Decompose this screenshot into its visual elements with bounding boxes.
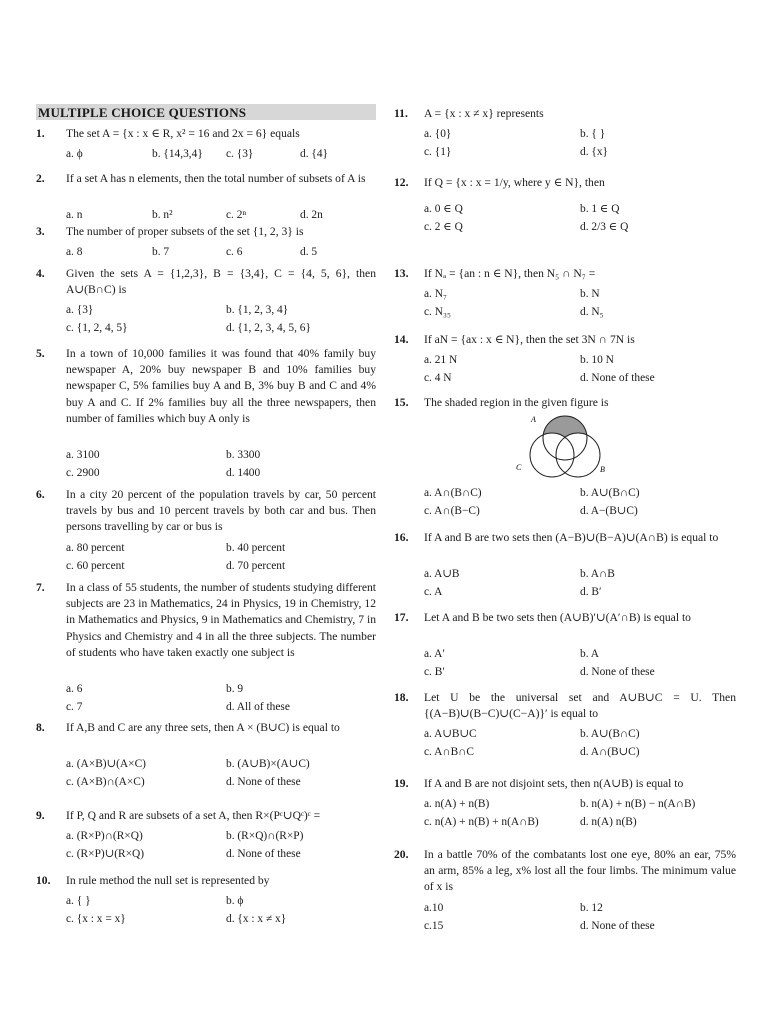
option-d[interactable]: d. 70 percent [226,559,286,572]
option-a[interactable]: a.10 [424,901,444,914]
question-number: 10. [36,874,51,887]
option-a[interactable]: a. {0} [424,128,452,141]
option-a[interactable]: a. A∪B∪C [424,728,477,741]
option-b[interactable]: b. 9 [226,683,244,696]
question-text: If A and B are two sets then (A−B)∪(B−A)∪(A∩B) is equal to [424,531,719,544]
option-b[interactable]: b. n² [152,209,173,222]
question-text: In rule method the null set is represented by [66,874,270,887]
option-a[interactable]: a. {3} [66,304,94,317]
question-text: A = {x : x ≠ x} represents [424,107,544,120]
option-c[interactable]: c. N₃₅ [424,306,451,319]
option-b[interactable]: b. A∪(B∩C) [580,487,640,500]
question-text: If aN = {ax : x ∈ N}, then the set 3N ∩ 7N is [424,333,635,346]
option-c[interactable]: c. (A×B)∩(A×C) [66,776,145,789]
option-d[interactable]: d. A−(B∪C) [580,505,638,518]
question-text: The number of proper subsets of the set {1, 2, 3} is [66,225,304,238]
question-text: If Nₐ = {an : n ∈ N}, then N₅ ∩ N₇ = [424,267,596,280]
option-c[interactable]: c. {x : x = x} [66,913,126,926]
question-text: In a city 20 percent of the population travels by car, 50 percent travels by bus and 10 percent travels by both car and bus. Then persons travelling by car or bus is [66,488,376,534]
question-number: 19. [394,777,409,790]
option-d[interactable]: d. A∩(B∪C) [580,746,640,759]
option-d[interactable]: d. 2n [300,209,323,222]
option-d[interactable]: d. N₅ [580,306,604,319]
question-text: Let A and B be two sets then (A∪B)′∪(A′∩B) is equal to [424,611,691,624]
option-c[interactable]: c. {1, 2, 4, 5} [66,322,128,335]
option-a[interactable]: a. (R×P)∩(R×Q) [66,830,143,843]
option-a[interactable]: a. A∪B [424,568,460,581]
question-text: If P, Q and R are subsets of a set A, then R×(Pᶜ∪Qᶜ)ᶜ = [66,809,321,822]
option-d[interactable]: d. {x} [580,146,609,159]
option-a[interactable]: a. n [66,209,83,222]
venn-label-b: B [600,465,605,474]
option-c[interactable]: c. n(A) + n(B) + n(A∩B) [424,816,539,829]
question-number: 8. [36,721,45,734]
question-number: 7. [36,581,45,594]
question-number: 16. [394,531,409,544]
section-title: MULTIPLE CHOICE QUESTIONS [38,105,247,120]
option-c[interactable]: c. B′ [424,666,445,679]
question-number: 20. [394,848,409,861]
option-d[interactable]: d. {1, 2, 3, 4, 5, 6} [226,322,311,335]
option-c[interactable]: c. 2ⁿ [226,209,247,222]
question-text: Given the sets A = {1,2,3}, B = {3,4}, C = {4, 5, 6}, then A∪(B∩C) is [66,267,376,297]
option-c[interactable]: c. 2 ∈ Q [424,221,463,234]
option-d[interactable]: d. None of these [580,372,655,385]
option-a[interactable]: a. 21 N [424,354,458,367]
option-a[interactable]: a. A′ [424,648,445,661]
option-c[interactable]: c. (R×P)∪(R×Q) [66,848,145,861]
question-number: 15. [394,396,409,409]
option-a[interactable]: a. 3100 [66,449,100,462]
option-c[interactable]: c. A∩B∩C [424,746,474,759]
question-text: The shaded region in the given figure is [424,396,609,409]
question-text: Let U be the universal set and A∪B∪C = U. Then {(A−B)∪(B−C)∪(C−A)}′ is equal to [424,691,736,721]
question-number: 13. [394,267,409,280]
question-text: In a town of 10,000 families it was found that 40% family buy newspaper A, 20% buy newspaper B and 10% families buy newspaper C, 5% families buy A and B, 3% buy B and C and 4% buy A and C. If 2% families buy all the three newspapers, then number of families which buy A only is [66,347,376,425]
option-d[interactable]: d. B′ [580,586,602,599]
option-a[interactable]: a. n(A) + n(B) [424,798,490,811]
option-b[interactable]: b. 3300 [226,449,261,462]
section-header [36,104,376,120]
option-c[interactable]: c.15 [424,919,444,932]
question-number: 3. [36,225,45,238]
option-c[interactable]: c. 60 percent [66,559,125,572]
option-b[interactable]: b. 1 ∈ Q [580,203,620,216]
option-a[interactable]: a. 0 ∈ Q [424,203,463,216]
question-text: In a class of 55 students, the number of students studying different subjects are 23 in Mathematics, 24 in Physics, 19 in Chemistry, 12 in Mathematics and Physics, 9 in Mathematics and Chemistry, 7 in Physics and Chemistry and 4 in all the three subjects. The number of students who have taken exactly one subject is [66,581,376,659]
question-number: 11. [394,107,408,120]
option-d[interactable]: d. All of these [226,701,290,714]
option-b[interactable]: b. ϕ [226,895,244,908]
question-text: If a set A has n elements, then the total number of subsets of A is [66,172,366,185]
option-b[interactable]: b. 10 N [580,354,614,367]
question-number: 17. [394,611,409,624]
option-d[interactable]: d. 2/3 ∈ Q [580,221,629,234]
option-b[interactable]: b. 7 [152,246,170,259]
option-b[interactable]: b. A∪(B∩C) [580,728,640,741]
option-a[interactable]: a. 6 [66,683,83,696]
question-text: In a battle 70% of the combatants lost one eye, 80% an ear, 75% an arm, 85% a leg, x% lost all the four limbs. The minimum value of x is [424,848,736,894]
option-d[interactable]: d. None of these [580,919,655,932]
question-number: 2. [36,172,45,185]
option-a[interactable]: a. N₇ [424,288,447,301]
option-d[interactable]: d. {x : x ≠ x} [226,913,287,926]
question-number: 4. [36,267,45,280]
option-a[interactable]: a. A∩(B∩C) [424,487,482,500]
question-text: If Q = {x : x = 1/y, where y ∈ N}, then [424,176,605,189]
option-a[interactable]: a. (A×B)∪(A×C) [66,758,146,771]
option-b[interactable]: b. {1, 2, 3, 4} [226,304,289,317]
option-c[interactable]: c. {1} [424,146,452,159]
question-text: If A,B and C are any three sets, then A × (B∪C) is equal to [66,721,340,734]
venn-diagram [510,410,620,490]
venn-label-a: A [531,415,536,424]
option-c[interactable]: c. 2900 [66,467,100,480]
option-d[interactable]: d. {4} [300,148,329,161]
option-d[interactable]: d. None of these [580,666,655,679]
option-b[interactable]: b. (A∪B)×(A∪C) [226,758,310,771]
option-a[interactable]: a. ϕ [66,148,83,161]
question-number: 12. [394,176,409,189]
question-number: 5. [36,347,45,360]
question-text: If A and B are not disjoint sets, then n(A∪B) is equal to [424,777,684,790]
option-c[interactable]: c. A∩(B−C) [424,505,480,518]
question-number: 1. [36,127,45,140]
option-c[interactable]: c. {3} [226,148,254,161]
option-c[interactable]: c. 7 [66,701,83,714]
option-b[interactable]: b. {14,3,4} [152,148,203,161]
option-c[interactable]: c. 4 N [424,372,452,385]
question-number: 18. [394,691,409,704]
option-b[interactable]: b. N [580,288,600,301]
option-a[interactable]: a. 80 percent [66,541,125,554]
option-b[interactable]: b. n(A) + n(B) − n(A∩B) [580,798,696,811]
option-d[interactable]: d. 1400 [226,467,261,480]
option-b[interactable]: b. A∩B [580,568,615,581]
option-d[interactable]: d. 5 [300,246,318,259]
question-number: 6. [36,488,45,501]
question-text: The set A = {x : x ∈ R, x² = 16 and 2x = 6} equals [66,127,300,140]
option-a[interactable]: a. 8 [66,246,83,259]
option-b[interactable]: b. A [580,648,599,661]
question-number: 9. [36,809,45,822]
option-d[interactable]: d. None of these [226,848,301,861]
option-d[interactable]: d. n(A) n(B) [580,816,637,829]
option-b[interactable]: b. { } [580,128,606,141]
option-c[interactable]: c. 6 [226,246,243,259]
option-a[interactable]: a. { } [66,895,91,908]
option-b[interactable]: b. 40 percent [226,541,286,554]
option-c[interactable]: c. A [424,586,443,599]
venn-label-c: C [516,463,522,472]
option-b[interactable]: b. (R×Q)∩(R×P) [226,830,304,843]
option-d[interactable]: d. None of these [226,776,301,789]
option-b[interactable]: b. 12 [580,901,603,914]
question-number: 14. [394,333,409,346]
